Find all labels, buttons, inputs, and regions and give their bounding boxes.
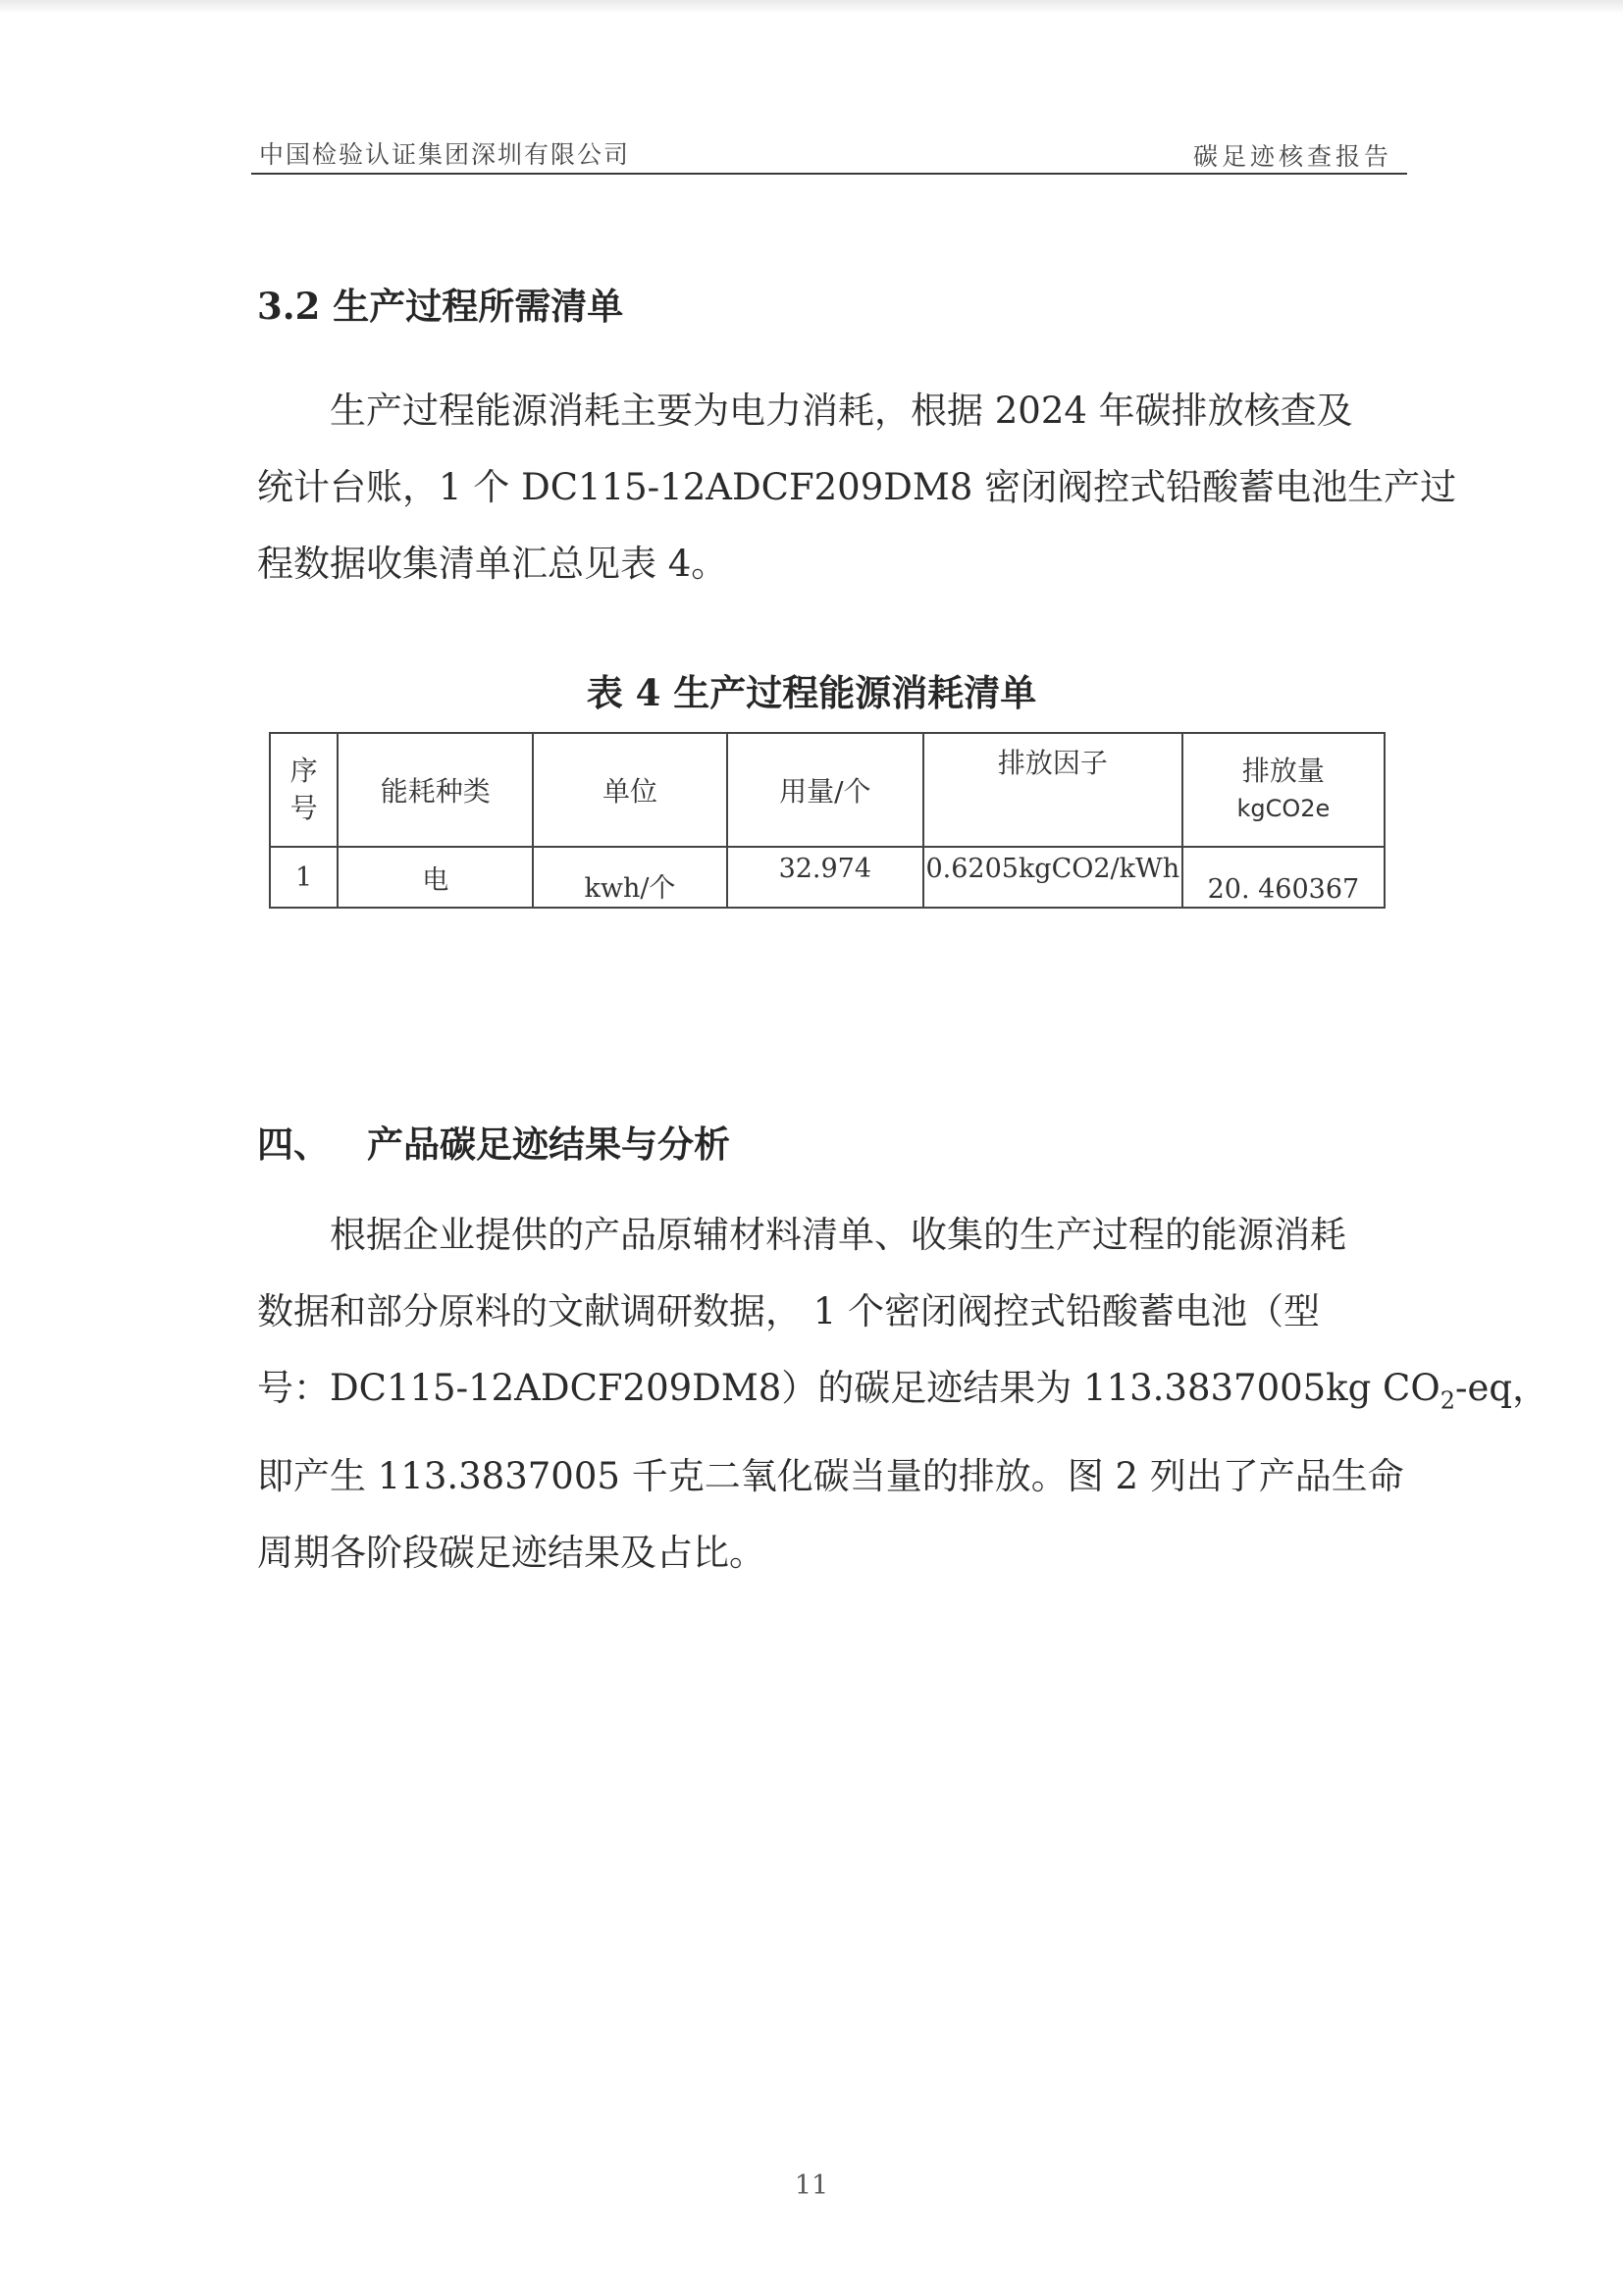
section-3-2-heading: 3.2 生产过程所需清单 [257, 285, 624, 328]
cell-unit: kwh/个 [533, 847, 727, 908]
header-company: 中国检验认证集团深圳有限公司 [259, 140, 631, 169]
header-rule [251, 173, 1407, 175]
paragraph-line: 数据和部分原料的文献调研数据， 1 个密闭阀控式铅酸蓄电池（型 [257, 1290, 1321, 1332]
paragraph-line: 统计台账，1 个 DC115-12ADCF209DM8 密闭阀控式铅酸蓄电池生产过 [257, 466, 1457, 508]
co2-subscript: 2 [1440, 1386, 1455, 1415]
line3-text: 号：DC115-12ADCF209DM8）的碳足迹结果为 113.3837005kg CO [257, 1367, 1440, 1409]
cell-energy-type: 电 [338, 847, 533, 908]
cell-emission-factor: 0.6205kgCO2/kWh [923, 847, 1182, 908]
section-4-title: 产品碳足迹结果与分析 [367, 1122, 730, 1166]
paragraph-line: 即产生 113.3837005 千克二氧化碳当量的排放。图 2 列出了产品生命 [257, 1455, 1404, 1498]
table-4-caption: 表 4 生产过程能源消耗清单 [586, 671, 1037, 714]
page-number: 11 [794, 2170, 829, 2201]
section-4-number: 四、 [257, 1122, 330, 1166]
header-emission [1182, 733, 1385, 847]
cell-no: 1 [270, 847, 338, 908]
paragraph-line: 根据企业提供的产品原辅材料清单、收集的生产过程的能源消耗 [330, 1214, 1346, 1256]
header-quantity: 用量/个 [727, 733, 923, 847]
scan-edge-shade [0, 0, 1623, 14]
header-no-line1: 序 [289, 755, 318, 787]
header-emission-factor: 排放因子 [923, 733, 1182, 847]
section-4-paragraph [257, 1197, 1549, 1592]
table-header-row [270, 733, 1385, 847]
header-no [270, 733, 338, 847]
table-row [270, 847, 1385, 908]
header-report-title: 碳足迹核查报告 [1192, 142, 1392, 171]
section-4-heading [257, 1115, 730, 1168]
cell-quantity: 32.974 [727, 847, 923, 908]
header-no-line2: 号 [289, 792, 318, 824]
line3-tail: -eq， [1454, 1367, 1549, 1409]
paragraph-line: 周期各阶段碳足迹结果及占比。 [257, 1532, 765, 1575]
header-energy-type: 能耗种类 [338, 733, 533, 847]
energy-consumption-table [269, 732, 1386, 909]
header-emission-label: 排放量 [1241, 755, 1325, 787]
section-3-2-paragraph [257, 373, 1457, 602]
header-emission-unit: kgCO2e [1236, 795, 1331, 822]
page-header [253, 131, 1406, 171]
paragraph-line: 程数据收集清单汇总见表 4。 [257, 543, 728, 585]
cell-emission: 20. 460367 [1182, 847, 1385, 908]
paragraph-line [257, 1350, 1549, 1438]
paragraph-line: 生产过程能源消耗主要为电力消耗，根据 2024 年碳排放核查及 [330, 390, 1353, 432]
header-unit: 单位 [533, 733, 727, 847]
